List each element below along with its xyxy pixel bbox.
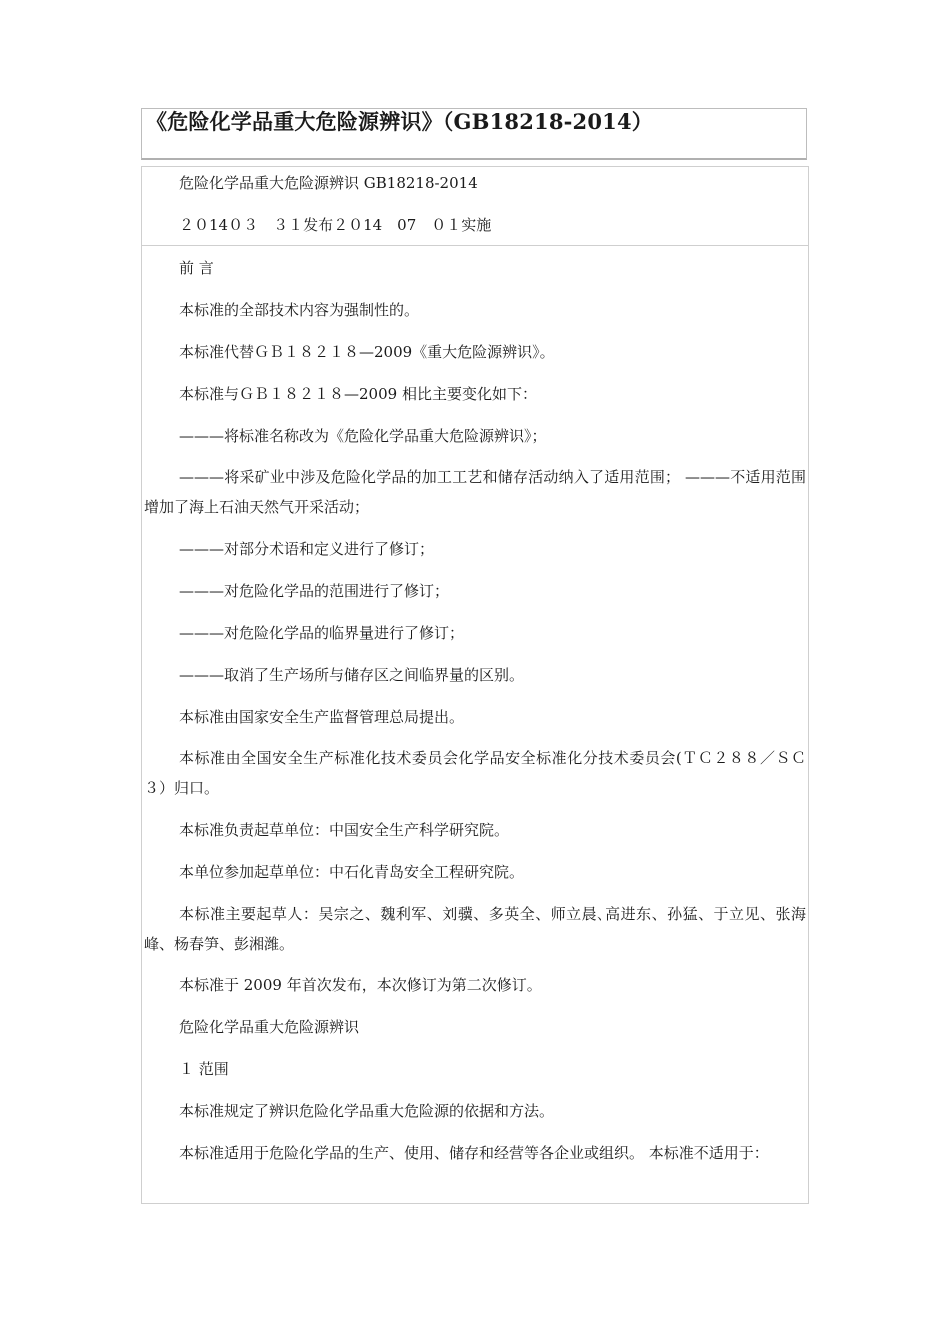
paragraph: 本标准由全国安全生产标准化技术委员会化学品安全标准化分技术委员会(ＴＣ２８８／ＳＣ３）归口。 [144, 749, 806, 797]
change-item: ———将采矿业中涉及危险化学品的加工工艺和储存活动纳入了适用范围； ———不适用范围增加了海上石油天然气开采活动； [144, 468, 806, 516]
header-section [142, 167, 808, 246]
document-title: 《危险化学品重大危险源辨识》（GB18218-2014） [146, 109, 654, 134]
paragraph: 本标准的全部技术内容为强制性的。 [179, 301, 420, 319]
paragraph: 本标准于 2009 年首次发布，本次修订为第二次修订。 [179, 976, 542, 994]
paragraph: 本标准主要起草人：吴宗之、魏利军、刘骥、多英全、师立晨､高进东、孙猛、于立见、张海峰、杨春笋、彭湘潍。 [144, 905, 806, 953]
change-item: ———对危险化学品的临界量进行了修订； [179, 624, 465, 642]
preface-heading: 前 言 [179, 259, 214, 277]
content-box [141, 166, 809, 1204]
paragraph: 本标准代替ＧＢ１８２１８—2009《重大危险源辨识》。 [179, 343, 555, 361]
section-heading: １ 范围 [179, 1060, 229, 1078]
section-title: 危险化学品重大危险源辨识 [179, 1018, 360, 1036]
paragraph: 本标准由国家安全生产监督管理总局提出。 [179, 708, 465, 726]
change-item: ———取消了生产场所与储存区之间临界量的区别。 [179, 666, 525, 684]
title-box [141, 108, 807, 160]
paragraph: 本标准与ＧＢ１８２１８—2009 相比主要变化如下： [179, 385, 537, 403]
change-item: ———将标准名称改为《危险化学品重大危险源辨识》； [179, 427, 547, 445]
publish-dates: ２０14０３ ３１发布２０14 07 ０１实施 [179, 216, 492, 234]
document-subtitle: 危险化学品重大危险源辨识 GB18218-2014 [179, 174, 478, 192]
paragraph: 本标准适用于危险化学品的生产、使用、储存和经营等各企业或组织。 本标准不适用于： [179, 1144, 769, 1162]
paragraph: 本单位参加起草单位：中石化青岛安全工程研究院。 [179, 863, 525, 881]
change-item: ———对危险化学品的范围进行了修订； [179, 582, 450, 600]
change-item: ———对部分术语和定义进行了修订； [179, 540, 435, 558]
paragraph: 本标准负责起草单位：中国安全生产科学研究院。 [179, 821, 510, 839]
paragraph: 本标准规定了辨识危险化学品重大危险源的依据和方法。 [179, 1102, 555, 1120]
